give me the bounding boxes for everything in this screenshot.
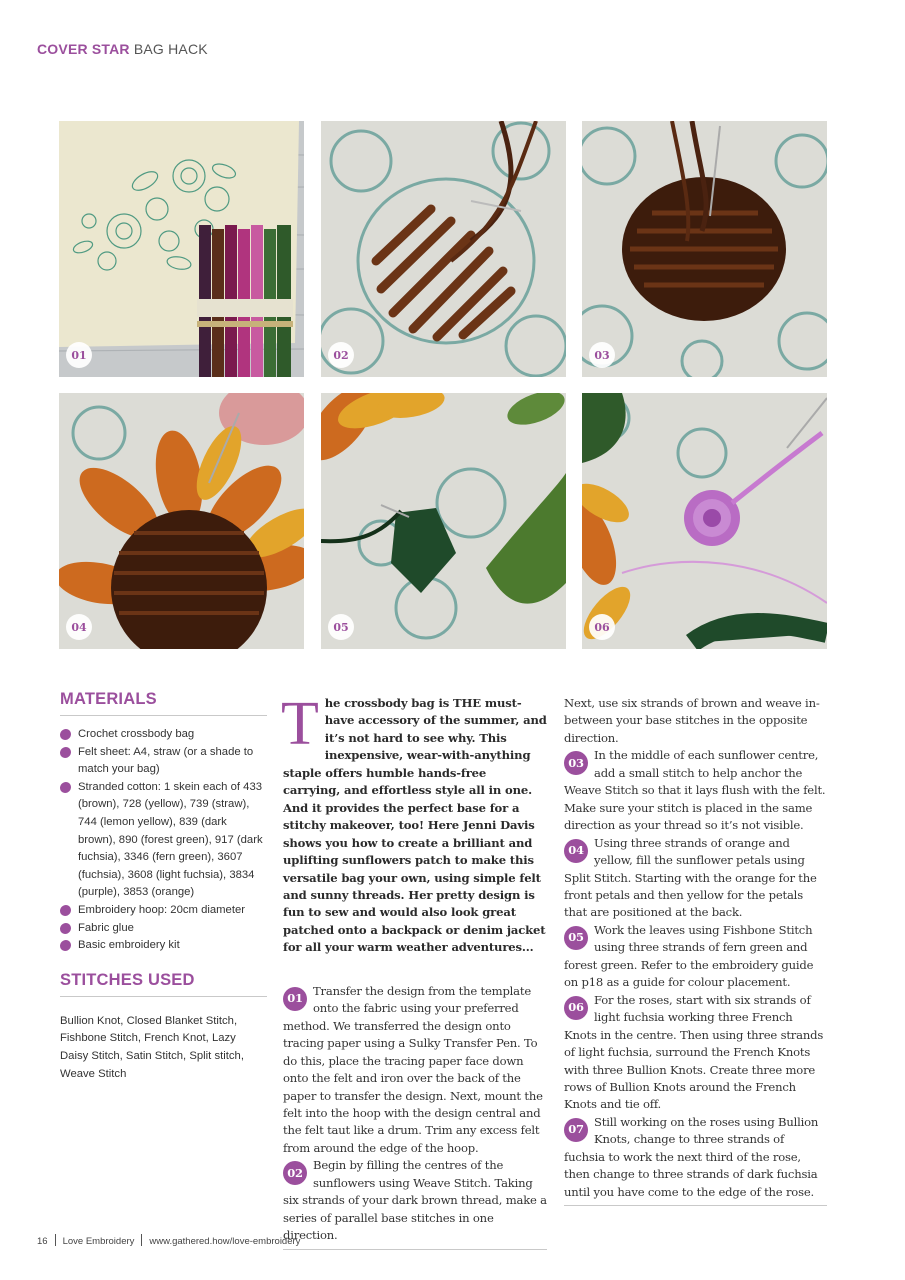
list-item: Fabric glue — [60, 920, 267, 938]
step-number-badge: 03 — [564, 751, 588, 775]
footer-divider — [55, 1234, 56, 1246]
step-01: 01 Transfer the design from the template onto the fabric using your preferred method. We transferred the design onto tracing paper using a Sulky Transfer Pen. To do this, place the tracing paper face down onto the felt and iron over the back of the paper to transfer the design. Next, mount the felt into the hoop with the design central and the felt taut like a drum. Trim any excess felt from around the edge of the hoop. — [283, 983, 543, 1155]
step-06: 06 For the roses, start with six strands of light fuchsia working three French Knots in the centre. Then using three strands of light fuchsia, surround the French Knots with three Bullion Knots. Create three more rows of Bullion Knots around the French Knots and tie off. — [564, 992, 824, 1112]
bullet-icon — [60, 923, 71, 934]
photo-number-badge: 01 — [66, 342, 92, 368]
bullet-icon — [60, 940, 71, 951]
intro-paragraph: The crossbody bag is THE must-have accessory of the summer, and it’s not hard to see why. This inexpensive, wear-with-anything staple offers humble hands-free carrying, and effortless style all in one. And it provides the perfect base for a stitchy makeover, too! Here Jenni Davis shows you how to create a brilliant and uplifting sunflowers patch to make this versatile bag your own, using simple felt and sunny threads. Her pretty design is fun to sew and would also look great patched onto a backpack or denim jacket for all your warm weather adventures... — [281, 690, 547, 955]
stitches-list: Bullion Knot, Closed Blanket Stitch, Fishbone Stitch, French Knot, Lazy Daisy Stitch, Satin Stitch, Split stitch, Weave Stitch — [60, 1014, 244, 1080]
list-item: Stranded cotton: 1 skein each of 433 (brown), 728 (yellow), 739 (straw), 744 (lemon yellow), 839 (dark brown), 890 (forest green), 917 (dark fuchsia), 3346 (fern green), 3607 (fuchsia), 3608 (light fuchsia), 3834 (purple), 3853 (orange) — [60, 779, 267, 902]
photo-number-badge: 04 — [66, 614, 92, 640]
step-photo-02 — [321, 121, 566, 377]
photo-number-badge: 03 — [589, 342, 615, 368]
step-photo-06 — [582, 393, 827, 649]
article-column-2 — [281, 690, 547, 1250]
step-number-badge: 07 — [564, 1118, 588, 1142]
divider — [60, 996, 267, 997]
section-subtitle: BAG HACK — [133, 41, 208, 57]
photo-number-badge: 02 — [328, 342, 354, 368]
step-number-badge: 01 — [283, 987, 307, 1011]
divider — [60, 715, 267, 716]
stitches-heading: STITCHES USED — [60, 970, 195, 989]
list-item: Basic embroidery kit — [60, 937, 267, 955]
divider — [564, 1205, 827, 1206]
step-photo-04 — [59, 393, 304, 649]
step-number-badge: 04 — [564, 839, 588, 863]
page-footer — [37, 1234, 300, 1247]
step-photo-05 — [321, 393, 566, 649]
step-05: 05 Work the leaves using Fishbone Stitch using three strands of fern green and forest green. Refer to the embroidery guide on p18 as a guide for colour placement. — [564, 922, 814, 990]
step-number-badge: 06 — [564, 996, 588, 1020]
step-07: 07 Still working on the roses using Bullion Knots, change to three strands of fuchsia to work the next third of the rose, then change to three strands of dark fuchsia until you have come to the edge of the rose. — [564, 1114, 819, 1199]
bullet-icon — [60, 905, 71, 916]
step-number-badge: 05 — [564, 926, 588, 950]
footer-divider — [141, 1234, 142, 1246]
article-column-3 — [564, 695, 827, 1206]
footer-url[interactable]: www.gathered.how/love-embroidery — [149, 1236, 301, 1247]
step-04: 04 Using three strands of orange and yellow, fill the sunflower petals using Split Stitch. Starting with the orange for the front petals and then yellow for the petals that are positioned at the back. — [564, 835, 817, 920]
materials-heading: MATERIALS — [60, 690, 157, 708]
photo-number-badge: 05 — [328, 614, 354, 640]
page-header — [37, 41, 208, 57]
bullet-icon — [60, 782, 71, 793]
step-photo-03 — [582, 121, 827, 377]
bullet-icon — [60, 747, 71, 758]
step-02: 02 Begin by filling the centres of the sunflowers using Weave Stitch. Taking six strands of your dark brown thread, make a series of parallel base stitches in one direction. — [283, 1158, 547, 1243]
photo-number-badge: 06 — [589, 614, 615, 640]
list-item: Crochet crossbody bag — [60, 726, 267, 744]
step-photo-01 — [59, 121, 304, 377]
materials-list — [60, 726, 267, 955]
magazine-name: Love Embroidery — [62, 1236, 135, 1247]
step-03: 03 In the middle of each sunflower centre, add a small stitch to help anchor the Weave Stitch so that it lays flush with the felt. Make sure your stitch is placed in the same direction as your thread so it’s not visible. — [564, 748, 826, 833]
list-item: Embroidery hoop: 20cm diameter — [60, 902, 267, 920]
divider — [283, 1249, 547, 1250]
step-number-badge: 02 — [283, 1161, 307, 1185]
drop-cap: T — [281, 690, 319, 758]
step-02-continued: Next, use six strands of brown and weave in-between your base stitches in the opposite direction. — [564, 696, 820, 745]
bullet-icon — [60, 729, 71, 740]
section-kicker: COVER STAR — [37, 41, 130, 57]
list-item: Felt sheet: A4, straw (or a shade to match your bag) — [60, 744, 267, 779]
sidebar-column — [60, 690, 267, 1083]
page-number: 16 — [37, 1236, 48, 1247]
